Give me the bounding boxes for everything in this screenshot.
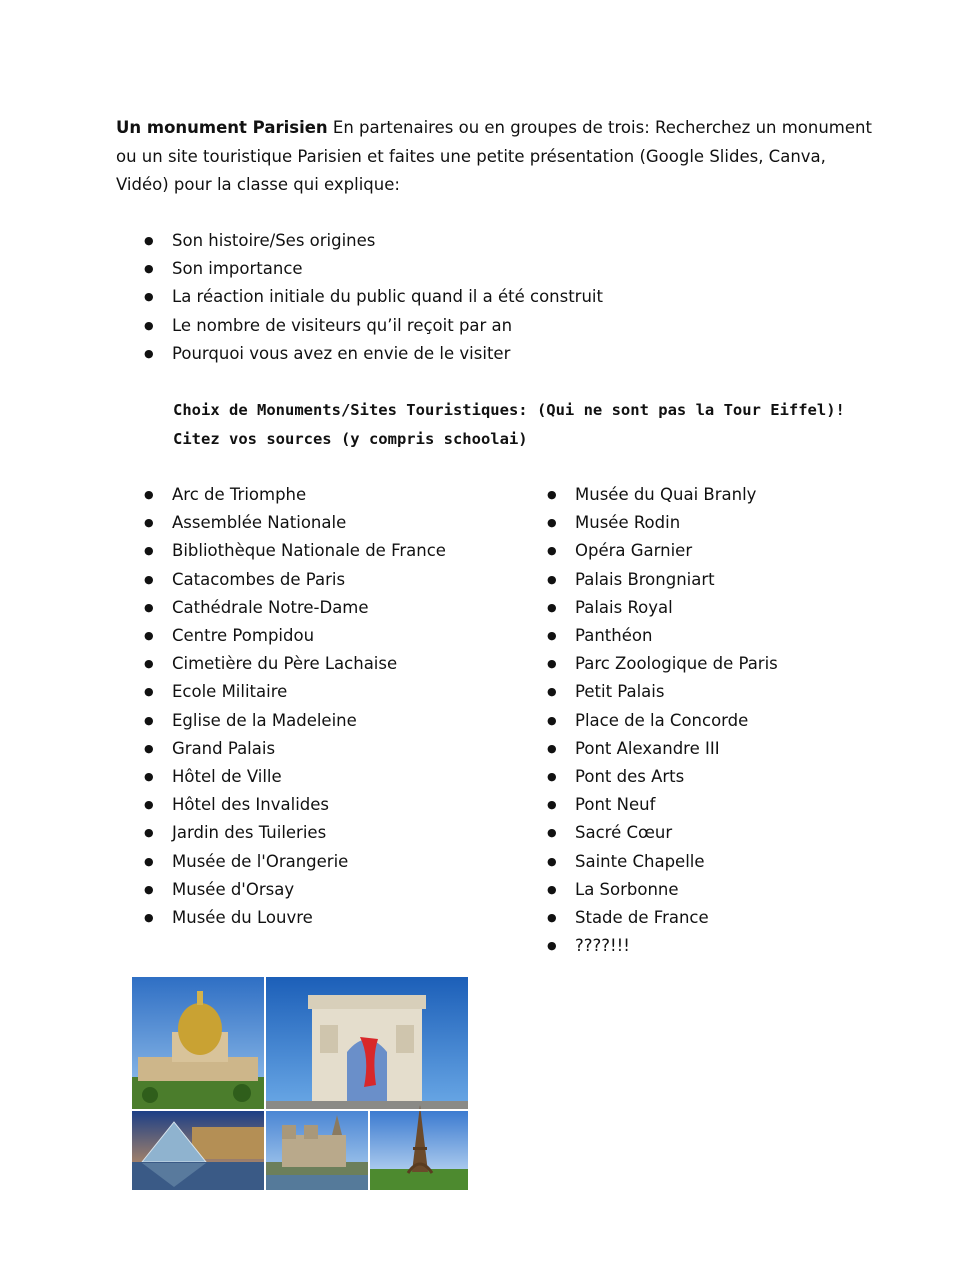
monument-item: ● Grand Palais <box>144 735 446 763</box>
choices-heading <box>173 396 845 453</box>
monument-item: ● Arc de Triomphe <box>144 481 446 509</box>
cite-sources-note: Citez vos sources (y compris schoolai) <box>173 429 528 448</box>
monument-item: ● Eglise de la Madeleine <box>144 707 446 735</box>
monument-item: ● La Sorbonne <box>547 876 778 904</box>
criteria-item: ● Son importance <box>144 255 603 283</box>
monument-item: ● Palais Royal <box>547 594 778 622</box>
monument-item: ● Centre Pompidou <box>144 622 446 650</box>
monuments-list-left <box>144 481 446 932</box>
monument-item: ● Pont Neuf <box>547 791 778 819</box>
criteria-item: ● La réaction initiale du public quand il a été construit <box>144 283 603 311</box>
monument-item: ● Musée du Quai Branly <box>547 481 778 509</box>
eiffel-tower-photo <box>370 1105 468 1190</box>
intro-paragraph <box>116 114 876 200</box>
monument-item: ● Cimetière du Père Lachaise <box>144 650 446 678</box>
monuments-list-right <box>547 481 778 960</box>
notre-dame-photo <box>266 1111 368 1190</box>
monument-item: ● Catacombes de Paris <box>144 566 446 594</box>
louvre-pyramid-photo <box>132 1111 264 1190</box>
monument-item: ● Sainte Chapelle <box>547 848 778 876</box>
monument-item: ● Panthéon <box>547 622 778 650</box>
monument-item: ● Bibliothèque Nationale de France <box>144 537 446 565</box>
monument-item: ● Opéra Garnier <box>547 537 778 565</box>
monument-item: ● Musée Rodin <box>547 509 778 537</box>
monument-item: ● Musée d'Orsay <box>144 876 446 904</box>
monument-item: ● Musée du Louvre <box>144 904 446 932</box>
monument-item: ● Parc Zoologique de Paris <box>547 650 778 678</box>
monument-item: ● Pont Alexandre III <box>547 735 778 763</box>
intro-text: En partenaires ou en groupes de trois: Recherchez un monument ou un site touristique Parisien et faites une petite présentation (Google Slides, Canva, Vidéo) pour la classe qui explique: <box>116 118 872 194</box>
monument-item: ● ????!!! <box>547 932 778 960</box>
criteria-item: ● Pourquoi vous avez en envie de le visiter <box>144 340 603 368</box>
criteria-item: ● Son histoire/Ses origines <box>144 227 603 255</box>
monument-item: ● Ecole Militaire <box>144 678 446 706</box>
monument-item: ● Place de la Concorde <box>547 707 778 735</box>
monument-item: ● Musée de l'Orangerie <box>144 848 446 876</box>
monument-item: ● Cathédrale Notre-Dame <box>144 594 446 622</box>
monument-item: ● Palais Brongniart <box>547 566 778 594</box>
monument-item: ● Sacré Cœur <box>547 819 778 847</box>
monument-item: ● Assemblée Nationale <box>144 509 446 537</box>
monument-item: ● Stade de France <box>547 904 778 932</box>
monument-item: ● Jardin des Tuileries <box>144 819 446 847</box>
criteria-list <box>144 227 603 368</box>
invalides-photo <box>132 977 264 1109</box>
arc-de-triomphe-photo <box>266 977 468 1109</box>
monument-item: ● Petit Palais <box>547 678 778 706</box>
monument-item: ● Hôtel des Invalides <box>144 791 446 819</box>
paris-monuments-collage <box>132 977 468 1190</box>
monument-item: ● Pont des Arts <box>547 763 778 791</box>
criteria-item: ● Le nombre de visiteurs qu’il reçoit par an <box>144 312 603 340</box>
intro-title: Un monument Parisien <box>116 118 328 137</box>
choices-title: Choix de Monuments/Sites Touristiques: (Qui ne sont pas la Tour Eiffel)! <box>173 401 845 419</box>
monument-item: ● Hôtel de Ville <box>144 763 446 791</box>
